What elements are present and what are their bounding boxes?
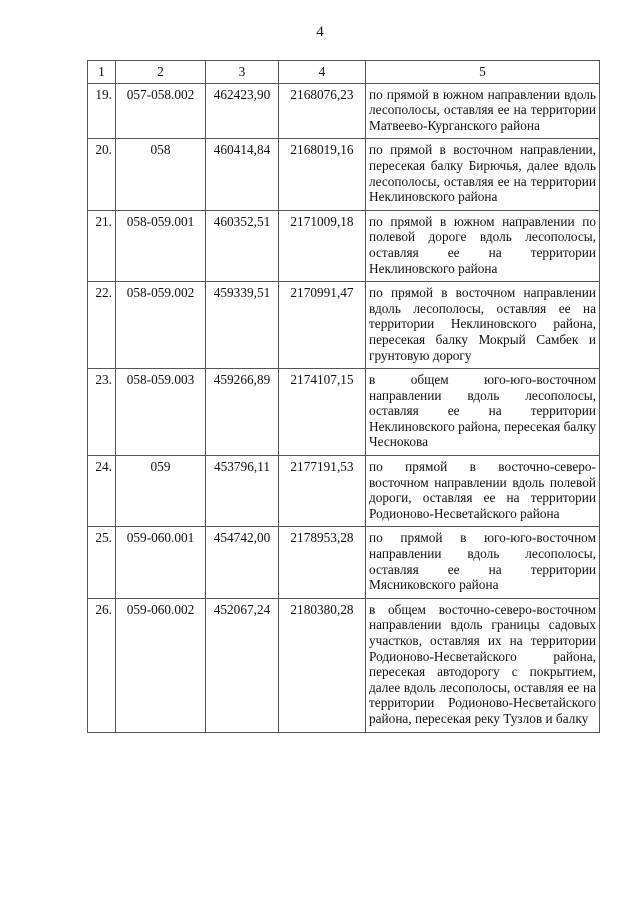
row-number-cell: 21.	[88, 210, 116, 281]
description-cell: в общем юго-юго-восточном направлении вдоль лесополосы, оставляя ее на территории Неклиновского района, пересекая балку Чеснокова	[366, 369, 600, 456]
x-coordinate-cell: 459266,89	[206, 369, 279, 456]
table-row	[88, 83, 600, 139]
x-coordinate-cell: 462423,90	[206, 83, 279, 139]
description-cell: по прямой в южном направлении по полевой дороге вдоль лесополосы, оставляя ее на территории Неклиновского района	[366, 210, 600, 281]
x-coordinate-cell: 452067,24	[206, 598, 279, 732]
point-code-cell: 058-059.003	[116, 369, 206, 456]
table-row	[88, 527, 600, 598]
column-header: 4	[279, 61, 366, 84]
y-coordinate-cell: 2168019,16	[279, 139, 366, 210]
row-number-cell: 24.	[88, 456, 116, 527]
point-code-cell: 058-059.001	[116, 210, 206, 281]
point-code-cell: 058-059.002	[116, 282, 206, 369]
page-number: 4	[316, 24, 324, 40]
table-row	[88, 598, 600, 732]
point-code-cell: 059-060.001	[116, 527, 206, 598]
description-cell: по прямой в южном направлении вдоль лесополосы, оставляя ее на территории Матвеево-Курганского района	[366, 83, 600, 139]
description-cell: по прямой в юго-юго-восточном направлении вдоль лесополосы, оставляя ее на территории Мясниковского района	[366, 527, 600, 598]
y-coordinate-cell: 2170991,47	[279, 282, 366, 369]
column-header: 5	[366, 61, 600, 84]
column-header: 3	[206, 61, 279, 84]
point-code-cell: 057-058.002	[116, 83, 206, 139]
description-cell: в общем восточно-северо-восточном направлении вдоль границы садовых участков, оставляя их на территории Родионово-Несветайского района, пересекая автодорогу с покрытием, далее вдоль лесополосы, оставляя ее на территории Родионово-Несветайского района, пересекая реку Тузлов и балку	[366, 598, 600, 732]
y-coordinate-cell: 2180380,28	[279, 598, 366, 732]
table-row	[88, 282, 600, 369]
y-coordinate-cell: 2168076,23	[279, 83, 366, 139]
row-number-cell: 26.	[88, 598, 116, 732]
x-coordinate-cell: 453796,11	[206, 456, 279, 527]
row-number-cell: 23.	[88, 369, 116, 456]
y-coordinate-cell: 2178953,28	[279, 527, 366, 598]
table-row	[88, 369, 600, 456]
boundary-table	[87, 60, 600, 733]
row-number-cell: 20.	[88, 139, 116, 210]
table-header-row	[88, 61, 600, 84]
x-coordinate-cell: 454742,00	[206, 527, 279, 598]
description-cell: по прямой в восточном направлении вдоль лесополосы, оставляя ее на территории Неклиновского района, пересекая балку Мокрый Самбек и грунтовую дорогу	[366, 282, 600, 369]
row-number-cell: 22.	[88, 282, 116, 369]
description-cell: по прямой в восточном направлении, пересекая балку Бирючья, далее вдоль лесополосы, оставляя ее на территории Неклиновского района	[366, 139, 600, 210]
y-coordinate-cell: 2174107,15	[279, 369, 366, 456]
description-cell: по прямой в восточно-северо-восточном направлении вдоль полевой дороги, оставляя ее на территории Родионово-Несветайского района	[366, 456, 600, 527]
column-header: 2	[116, 61, 206, 84]
point-code-cell: 059	[116, 456, 206, 527]
table-row	[88, 456, 600, 527]
table-row	[88, 139, 600, 210]
point-code-cell: 059-060.002	[116, 598, 206, 732]
y-coordinate-cell: 2177191,53	[279, 456, 366, 527]
x-coordinate-cell: 459339,51	[206, 282, 279, 369]
x-coordinate-cell: 460414,84	[206, 139, 279, 210]
y-coordinate-cell: 2171009,18	[279, 210, 366, 281]
column-header: 1	[88, 61, 116, 84]
table-row	[88, 210, 600, 281]
row-number-cell: 25.	[88, 527, 116, 598]
point-code-cell: 058	[116, 139, 206, 210]
row-number-cell: 19.	[88, 83, 116, 139]
x-coordinate-cell: 460352,51	[206, 210, 279, 281]
